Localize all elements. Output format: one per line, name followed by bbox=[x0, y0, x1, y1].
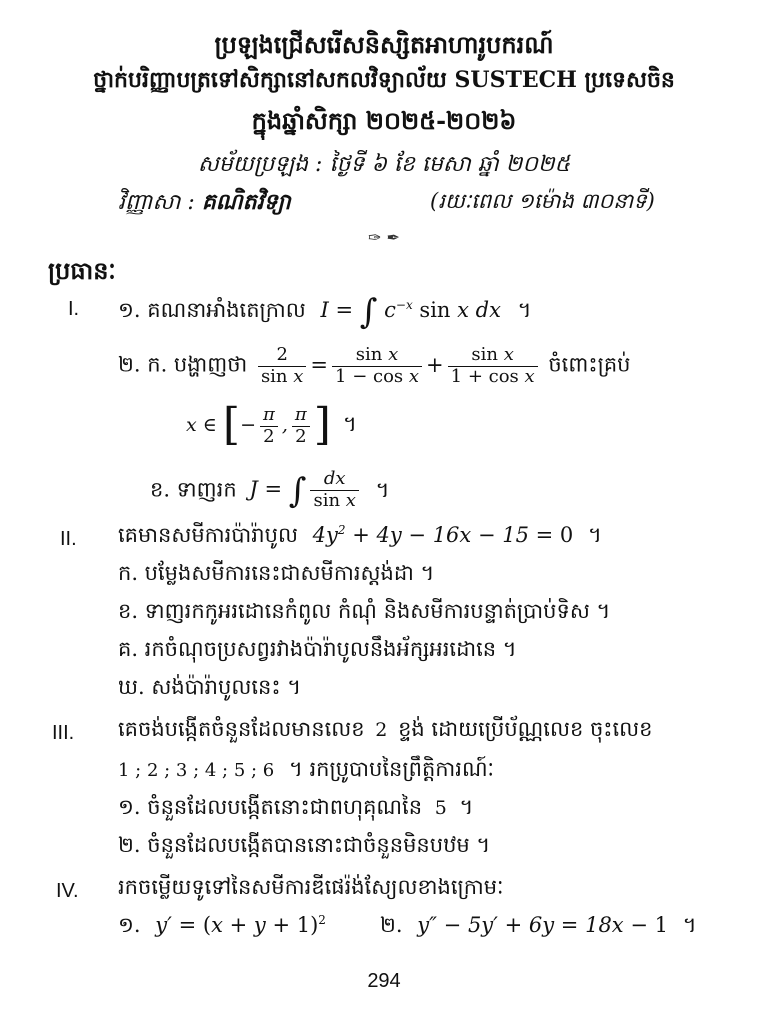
question-4-part-1 bbox=[118, 912, 326, 943]
question-2-d: ឃ. សង់ប៉ារ៉ាបូលនេះ ។ bbox=[118, 675, 302, 699]
q1-p2-tail: ចំពោះគ្រប់ bbox=[548, 352, 631, 377]
q4-p1-equation: $y' = (x + y + 1)^2$ bbox=[155, 913, 326, 937]
q1-p3-text: ខ. ទាញរក bbox=[150, 477, 237, 502]
question-number-1: I. bbox=[68, 298, 80, 320]
header-subtitle: ថ្នាក់បរិញ្ញាបត្រទៅសិក្សានៅសកលវិទ្យាល័យ SUSTECH ប្រទេសចិន bbox=[93, 67, 675, 93]
academic-year: ក្នុងឆ្នាំសិក្សា ២០២៥-២០២៦ bbox=[251, 106, 517, 135]
page-number: 294 bbox=[367, 970, 401, 992]
q3-intro-a: គេចង់បង្កើតចំនួនដែលមានលេខ bbox=[118, 717, 365, 741]
question-4-part-2 bbox=[380, 912, 697, 943]
end-mark: ។ bbox=[342, 412, 357, 436]
question-number-4: IV. bbox=[56, 880, 79, 902]
q2-equation: $4y^2 + 4y - 16x - 15 = 0$ bbox=[312, 523, 574, 547]
q2-intro-text: គេមានសមីការប៉ារ៉ាបូល bbox=[118, 523, 298, 547]
q1-p2-identity: $\frac{2}{\text{sin x}}$ = $\frac{\text{sin x}}{\text{1 − cos x}}$ + $\frac{\text{sin x}}{\text{1 + cos x}}$ bbox=[254, 353, 548, 377]
question-2-a: ក. បម្លែងសមីការនេះជាសមីការស្តង់ដា ។ bbox=[118, 561, 435, 585]
q4-p2-equation: y″ − 5y′ + 6y = 18x − 1 bbox=[417, 913, 668, 937]
question-3-intro bbox=[118, 716, 653, 747]
subject-line bbox=[118, 188, 291, 220]
q3-intro-number: 2 bbox=[375, 719, 388, 741]
end-mark: ។ bbox=[682, 913, 697, 937]
q4-p1-label: ១. bbox=[118, 913, 141, 937]
subject-name: គណិតវិទ្យា bbox=[201, 189, 291, 215]
subject-label: វិញ្ញាសា : bbox=[118, 190, 202, 215]
question-1-part-2 bbox=[118, 338, 630, 390]
exam-duration: (រយៈពេល ១ម៉ោង ៣០នាទី) bbox=[430, 189, 655, 213]
q3-digits: 1 ; 2 ; 3 ; 4 ; 5 ; 6 bbox=[118, 760, 275, 781]
q1-p1-formula: I = ∫ $c^{-x}$ sin x dx bbox=[320, 292, 501, 332]
header-title: ប្រឡងជ្រើសរើសនិស្សិតអាហារូបករណ៍ bbox=[214, 30, 554, 59]
q1-p3-formula: J = ∫ $\frac{dx}{\text{sin x}}$ bbox=[249, 477, 363, 501]
end-mark: ។ bbox=[517, 298, 532, 322]
question-2-c: គ. រកចំណុចប្រសព្វរវាងប៉ារ៉ាបូលនឹងអ័ក្សអរដោនេ ។ bbox=[118, 637, 517, 661]
q3-intro-c: ។ រកប្រូបាបនៃព្រឹត្តិការណ៍ៈ bbox=[288, 757, 494, 781]
question-number-3: III. bbox=[52, 722, 75, 744]
question-1-part-1 bbox=[118, 292, 531, 332]
question-2-intro bbox=[118, 522, 602, 553]
section-title: ប្រធានៈ bbox=[48, 256, 116, 285]
q3-intro-b: ខ្ទង់ ដោយប្រើប័ណ្ណលេខ ចុះលេខ bbox=[398, 717, 653, 741]
question-number-2: II. bbox=[60, 528, 77, 550]
question-4-intro: រកចម្លើយទូទៅនៃសមីការឌីផេរ៉ង់ស្យែលខាងក្រោមៈ bbox=[118, 875, 504, 899]
q1-p1-text: ១. គណនាអាំងតេក្រាល bbox=[118, 298, 306, 322]
q3-p1-text: ១. ចំនួនដែលបង្កើតនោះជាពហុគុណនៃ bbox=[118, 795, 423, 819]
end-mark: ។ bbox=[459, 795, 474, 819]
ornament-divider: ✑ ✒ bbox=[368, 228, 400, 247]
question-3-part-1 bbox=[118, 794, 473, 825]
question-1-part-3 bbox=[150, 462, 389, 517]
end-mark: ។ bbox=[375, 477, 390, 502]
question-3-intro-2 bbox=[118, 756, 494, 787]
end-mark: ។ bbox=[587, 523, 602, 547]
q3-p1-number: 5 bbox=[434, 797, 447, 819]
exam-date: សម័យប្រឡង : ថ្ងៃទី ៦ ខែ មេសា ឆ្នាំ ២០២៥ bbox=[197, 152, 571, 177]
q4-p2-label: ២. bbox=[380, 913, 403, 937]
question-2-b: ខ. ទាញរកកូអរដោនេកំពូល កំណុំ និងសមីការបន្ទាត់ប្រាប់ទិស ។ bbox=[118, 599, 611, 623]
question-3-part-2: ២. ចំនួនដែលបង្កើតបាននោះជាចំនួនមិនបឋម ។ bbox=[118, 833, 491, 857]
q1-p2-text: ២. ក. បង្ហាញថា bbox=[118, 352, 248, 377]
q1-domain: x ∈ [− $\frac{\pi}{2}$ , $\frac{\pi}{2}$ ] ។ bbox=[186, 399, 357, 450]
